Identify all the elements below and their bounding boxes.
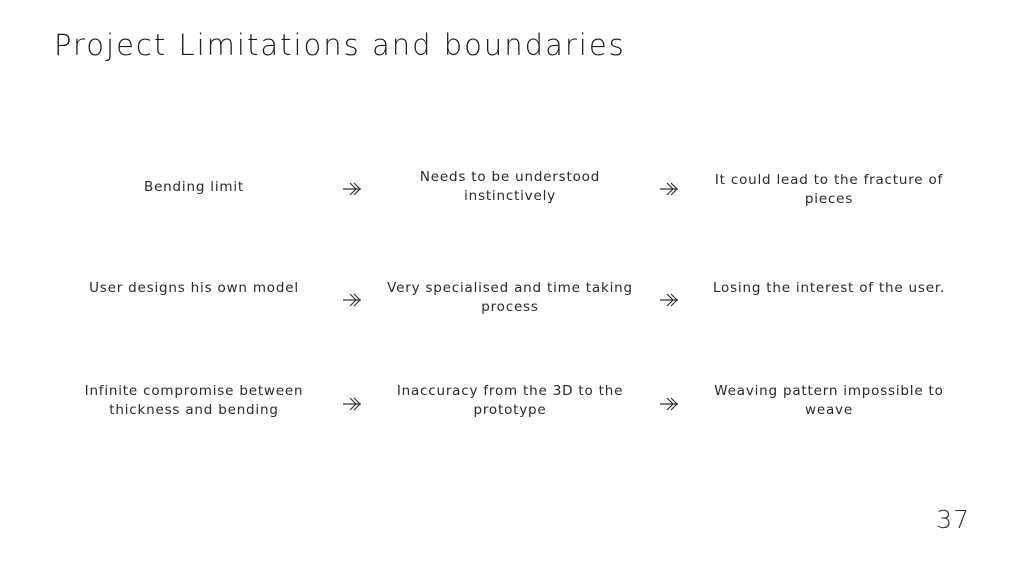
arrow-right-icon <box>342 182 364 196</box>
cause-text: Infinite compromise between thickness and bending <box>84 383 304 418</box>
arrow-right-icon <box>659 397 681 411</box>
consequence-text: It could lead to the fracture of pieces <box>714 172 944 207</box>
cause-text: Bending limit <box>144 179 244 195</box>
cause-text: User designs his own model <box>89 280 299 296</box>
slide-title: Project Limitations and boundaries <box>54 28 626 62</box>
arrow-right-icon <box>659 293 681 307</box>
arrow-right-icon <box>342 293 364 307</box>
consequence-text: Weaving pattern impossible to weave <box>714 383 944 418</box>
arrow-right-icon <box>342 397 364 411</box>
consequence-text: Losing the interest of the user. <box>712 280 946 296</box>
effect-text: Inaccuracy from the 3D to the prototype <box>396 383 624 418</box>
page-number: 37 <box>936 505 970 534</box>
arrow-right-icon <box>659 182 681 196</box>
effect-text: Needs to be understood instinctively <box>419 169 601 204</box>
effect-text: Very specialised and time taking process <box>387 280 633 315</box>
